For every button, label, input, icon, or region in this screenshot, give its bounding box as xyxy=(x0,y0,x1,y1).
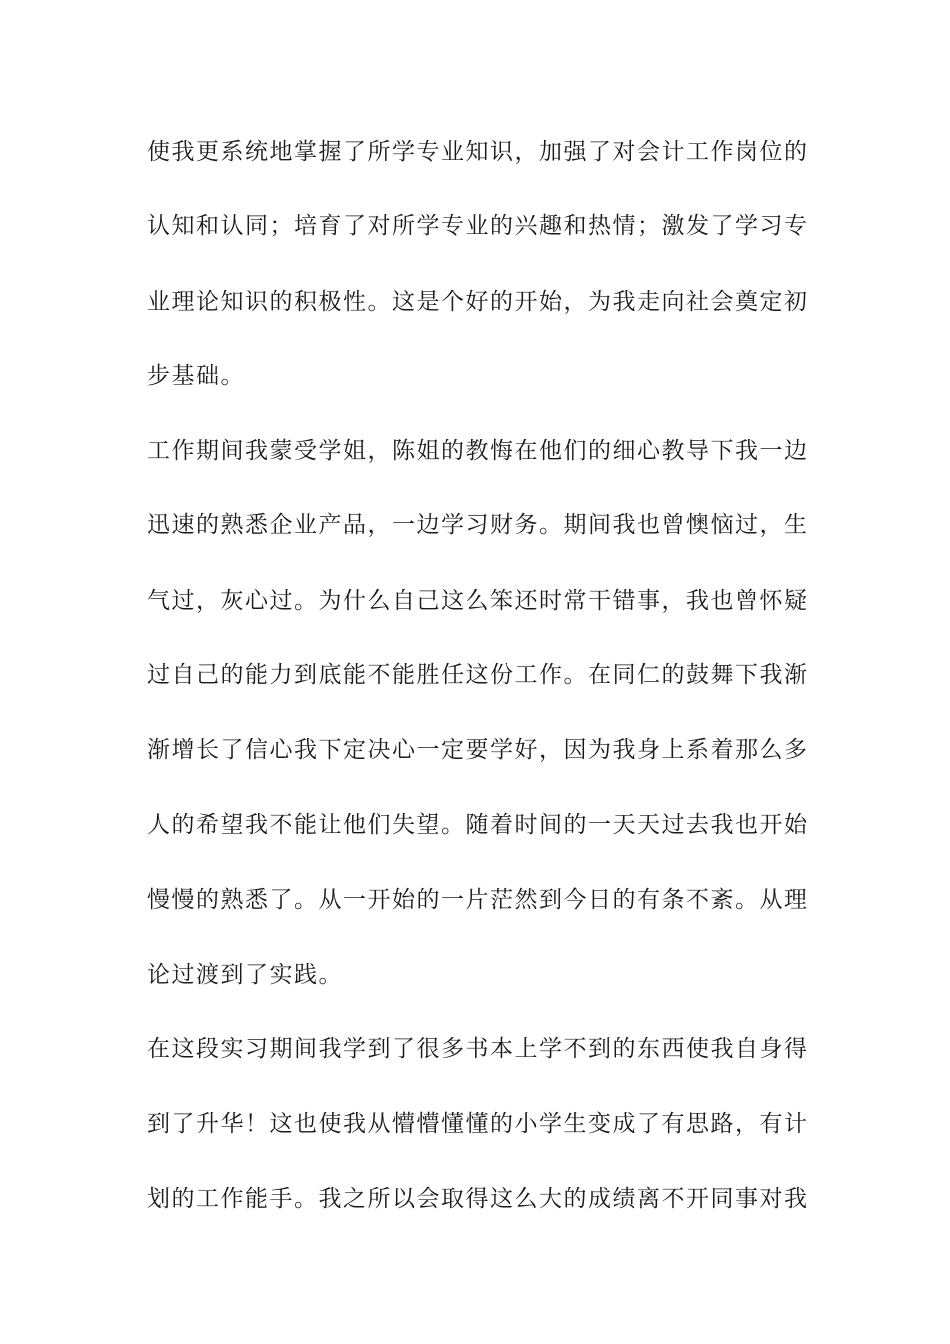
text-line: 认知和认同；培育了对所学专业的兴趣和热情；激发了学习专 xyxy=(147,213,809,239)
text-line: 迅速的熟悉企业产品，一边学习财务。期间我也曾懊恼过，生 xyxy=(147,512,809,538)
text-line: 业理论知识的积极性。这是个好的开始，为我走向社会奠定初 xyxy=(147,289,809,315)
text-line: 慢慢的熟悉了。从一开始的一片茫然到今日的有条不紊。从理 xyxy=(147,887,809,913)
text-line: 论过渡到了实践。 xyxy=(147,962,343,988)
text-line: 气过，灰心过。为什么自己这么笨还时常干错事，我也曾怀疑 xyxy=(147,588,809,614)
text-line: 到了升华！这也使我从懵懵懂懂的小学生变成了有思路，有计 xyxy=(147,1111,809,1137)
text-line: 在这段实习期间我学到了很多书本上学不到的东西使我自身得 xyxy=(147,1036,809,1062)
text-line: 过自己的能力到底能不能胜任这份工作。在同仁的鼓舞下我渐 xyxy=(147,662,809,688)
text-line: 人的希望我不能让他们失望。随着时间的一天天过去我也开始 xyxy=(147,812,809,838)
text-line: 渐增长了信心我下定决心一定要学好，因为我身上系着那么多 xyxy=(147,737,809,763)
text-line: 划的工作能手。我之所以会取得这么大的成绩离不开同事对我 xyxy=(147,1186,809,1212)
text-line: 使我更系统地掌握了所学专业知识，加强了对会计工作岗位的 xyxy=(147,139,809,165)
text-line: 工作期间我蒙受学姐，陈姐的教悔在他们的细心教导下我一边 xyxy=(147,438,809,464)
text-line: 步基础。 xyxy=(147,363,245,389)
